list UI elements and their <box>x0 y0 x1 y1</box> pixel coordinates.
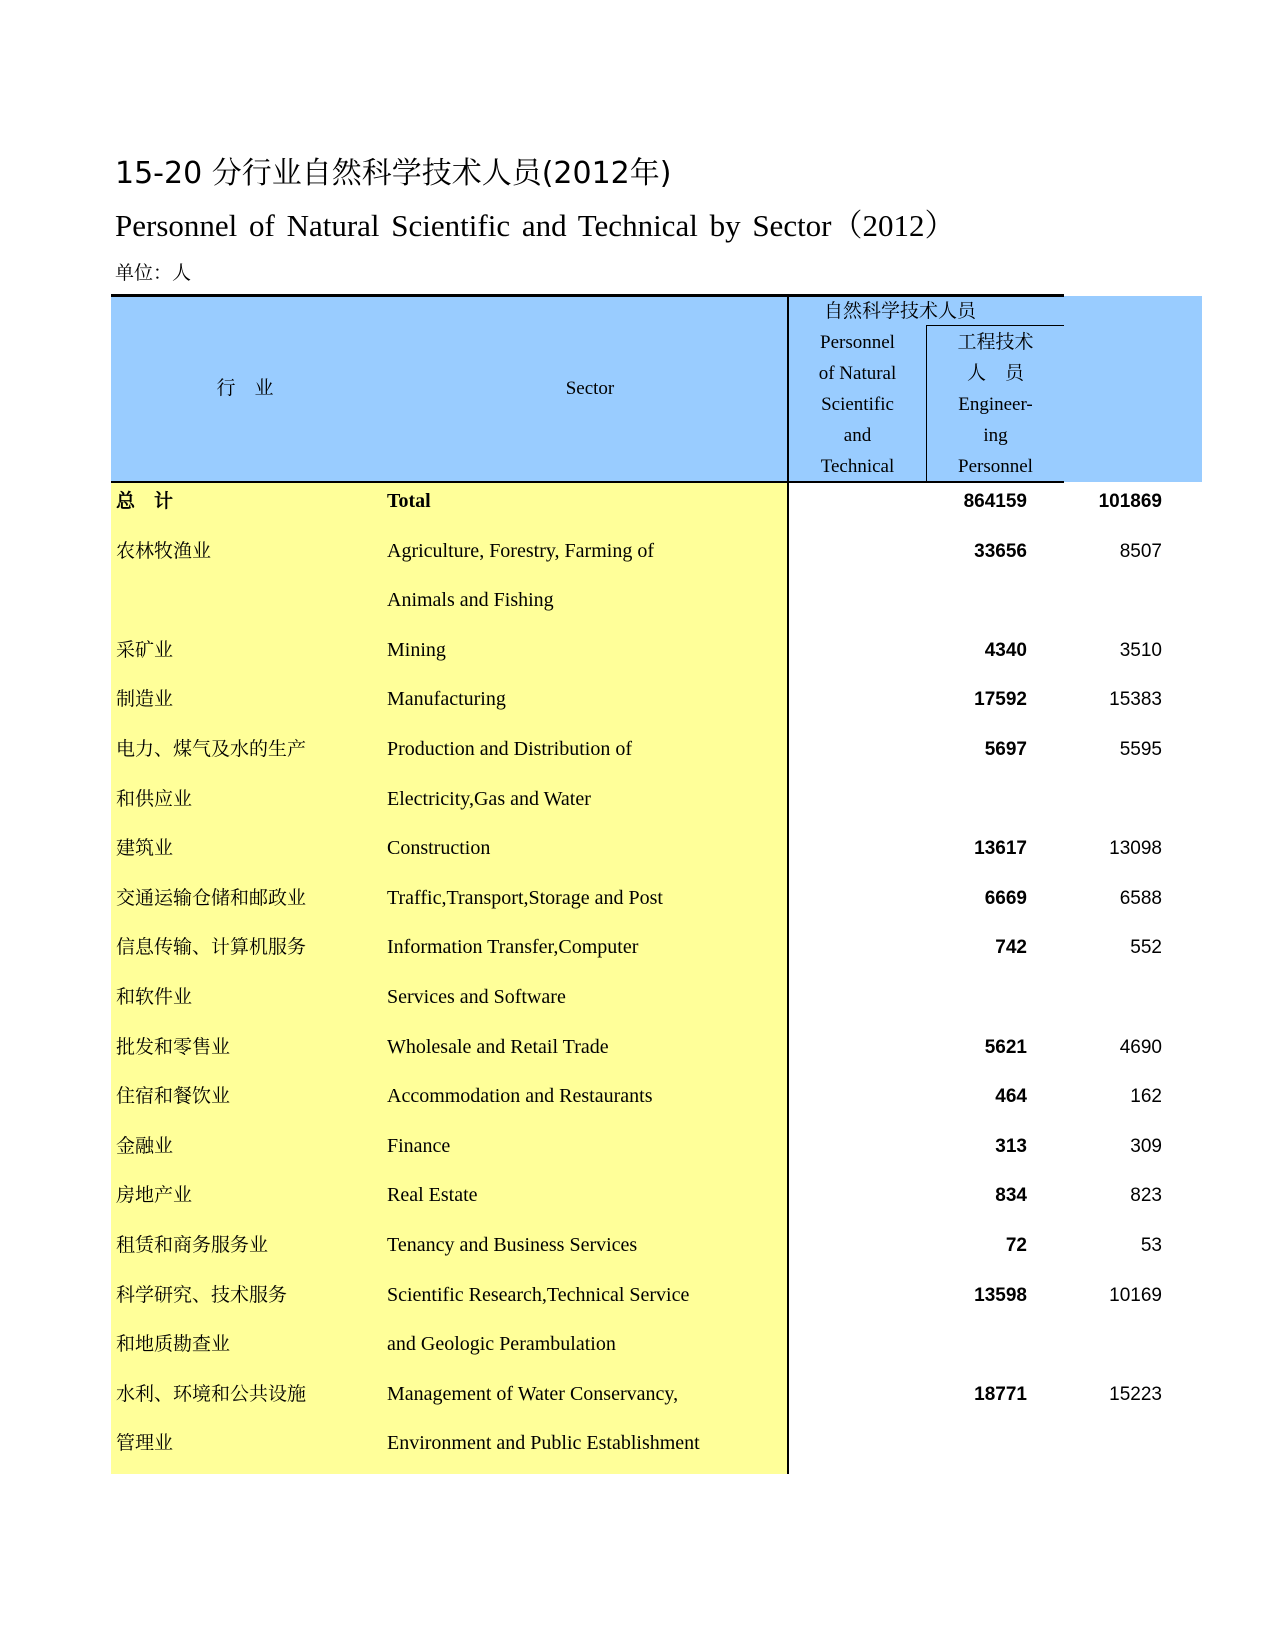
sector-en-cell: and Geologic Perambulation <box>387 1333 616 1356</box>
sector-en-cell: Animals and Fishing <box>387 589 554 612</box>
sector-en-cell: Accommodation and Restaurants <box>387 1085 653 1108</box>
engineering-value: 4690 <box>1119 1036 1162 1058</box>
natural-scientific-value: 33656 <box>974 540 1027 562</box>
sector-en-cell: Traffic,Transport,Storage and Post <box>387 886 663 909</box>
sector-en-cell: Agriculture, Forestry, Farming of <box>387 539 654 562</box>
natural-scientific-value: 5697 <box>984 739 1027 760</box>
natural-scientific-value: 834 <box>995 1185 1027 1207</box>
natural-scientific-value: 5621 <box>984 1036 1027 1058</box>
engineering-value: 3510 <box>1119 639 1162 661</box>
table-row <box>111 576 1071 626</box>
header-col2-line: Personnel <box>958 456 1033 477</box>
sector-cn-cell: 总 计 <box>116 490 174 512</box>
natural-scientific-value: 4340 <box>984 639 1027 661</box>
sector-cn-cell: 建筑业 <box>116 837 174 860</box>
natural-scientific-value: 864159 <box>963 491 1027 512</box>
sector-en-cell: Services and Software <box>387 986 566 1008</box>
engineering-value: 10169 <box>1109 1284 1162 1306</box>
sector-cn-cell: 农林牧渔业 <box>116 539 212 562</box>
header-col1-line: Scientific <box>821 394 894 415</box>
sector-en-cell: Total <box>387 490 431 512</box>
engineering-value: 101869 <box>1098 491 1162 512</box>
sector-en-cell: Manufacturing <box>387 688 506 711</box>
header-col2-line: ing <box>983 425 1008 446</box>
unit-label: 单位：人 <box>115 262 192 284</box>
engineering-value: 15383 <box>1109 689 1162 711</box>
sector-cn-cell: 批发和零售业 <box>116 1035 231 1058</box>
sector-en-cell: Mining <box>387 638 446 661</box>
natural-scientific-value: 17592 <box>974 689 1027 711</box>
natural-scientific-value: 313 <box>995 1135 1027 1157</box>
table-row <box>111 1171 1162 1221</box>
table-row <box>111 1072 1162 1122</box>
table-row <box>111 923 1162 973</box>
natural-scientific-value: 72 <box>1005 1235 1027 1256</box>
natural-scientific-value: 6669 <box>984 887 1027 909</box>
natural-scientific-value: 13598 <box>974 1284 1027 1306</box>
engineering-value: 15223 <box>1109 1383 1162 1405</box>
sector-cn-cell: 和软件业 <box>116 986 193 1008</box>
sector-en-cell: Production and Distribution of <box>387 738 632 760</box>
table-row <box>111 973 1071 1023</box>
sector-cn-cell: 和地质勘查业 <box>116 1333 231 1356</box>
table-row <box>111 874 1162 924</box>
engineering-value: 823 <box>1130 1185 1162 1207</box>
sector-en-cell: Real Estate <box>387 1184 478 1207</box>
natural-scientific-value: 464 <box>995 1086 1027 1108</box>
engineering-value: 162 <box>1130 1086 1162 1108</box>
sector-en-cell: Environment and Public Establishment <box>387 1432 700 1455</box>
header-col2-line: 工程技术 <box>957 331 1034 353</box>
table-row <box>111 1221 1162 1271</box>
header-sector-cn: 行 业 <box>216 377 274 399</box>
sector-cn-cell: 电力、煤气及水的生产 <box>116 738 307 760</box>
table-row <box>111 1122 1162 1172</box>
sector-en-cell: Wholesale and Retail Trade <box>387 1035 609 1058</box>
table-row <box>111 626 1162 676</box>
engineering-value: 8507 <box>1119 540 1162 562</box>
sector-cn-cell: 住宿和餐饮业 <box>116 1085 231 1108</box>
table-row <box>111 1320 1071 1370</box>
sector-cn-cell: 租赁和商务服务业 <box>116 1234 269 1256</box>
engineering-value: 5595 <box>1119 739 1162 760</box>
table-row <box>111 477 1162 527</box>
table-row <box>111 1023 1162 1073</box>
natural-scientific-value: 18771 <box>974 1383 1027 1405</box>
sector-en-cell: Tenancy and Business Services <box>387 1234 638 1256</box>
header-col1-line: and <box>843 425 872 446</box>
sector-cn-cell: 采矿业 <box>116 638 174 661</box>
sector-cn-cell: 管理业 <box>116 1432 174 1455</box>
sector-en-cell: Construction <box>387 837 491 860</box>
sector-cn-cell: 科学研究、技术服务 <box>116 1283 288 1306</box>
table-row <box>111 1271 1162 1321</box>
header-col1-line: Personnel <box>820 332 895 353</box>
table-row <box>111 725 1162 775</box>
sector-cn-cell: 水利、环境和公共设施 <box>116 1382 307 1405</box>
table-row <box>111 775 1071 825</box>
natural-scientific-value: 13617 <box>974 838 1027 860</box>
table-row <box>111 1419 1071 1469</box>
engineering-value: 13098 <box>1109 838 1162 860</box>
engineering-value: 53 <box>1140 1235 1162 1256</box>
sector-en-cell: Finance <box>387 1134 451 1157</box>
header-col1-line: Technical <box>820 456 895 477</box>
table-row <box>111 675 1162 725</box>
header-sector-en: Sector <box>565 378 615 399</box>
sector-en-cell: Information Transfer,Computer <box>387 936 639 959</box>
engineering-value: 552 <box>1130 937 1162 959</box>
header-col1-line: of Natural <box>818 363 897 384</box>
sector-cn-cell: 交通运输仓储和邮政业 <box>116 886 307 909</box>
table-row <box>111 824 1162 874</box>
engineering-value: 309 <box>1130 1135 1162 1157</box>
engineering-value: 6588 <box>1119 887 1162 909</box>
sector-cn-cell: 制造业 <box>116 688 174 711</box>
header-col2-line: 人 员 <box>966 362 1024 384</box>
table-row <box>111 1370 1162 1420</box>
header-col2-line: Engineer- <box>958 394 1033 415</box>
sector-cn-cell: 金融业 <box>116 1134 174 1157</box>
sector-cn-cell: 信息传输、计算机服务 <box>116 936 307 959</box>
sector-cn-cell: 房地产业 <box>116 1184 193 1207</box>
natural-scientific-value: 742 <box>995 937 1027 959</box>
page-title-cn: 15-20 分行业自然科学技术人员(2012年) <box>115 156 672 191</box>
page-title-en: Personnel of Natural Scientific and Technical by Sector（2012） <box>115 208 956 243</box>
sector-cn-cell: 和供应业 <box>116 787 193 810</box>
sector-en-cell: Electricity,Gas and Water <box>387 787 591 810</box>
table-row <box>111 527 1162 577</box>
sector-en-cell: Management of Water Conservancy, <box>387 1382 679 1405</box>
sector-en-cell: Scientific Research,Technical Service <box>387 1283 690 1306</box>
header-group-cn: 自然科学技术人员 <box>823 300 976 322</box>
